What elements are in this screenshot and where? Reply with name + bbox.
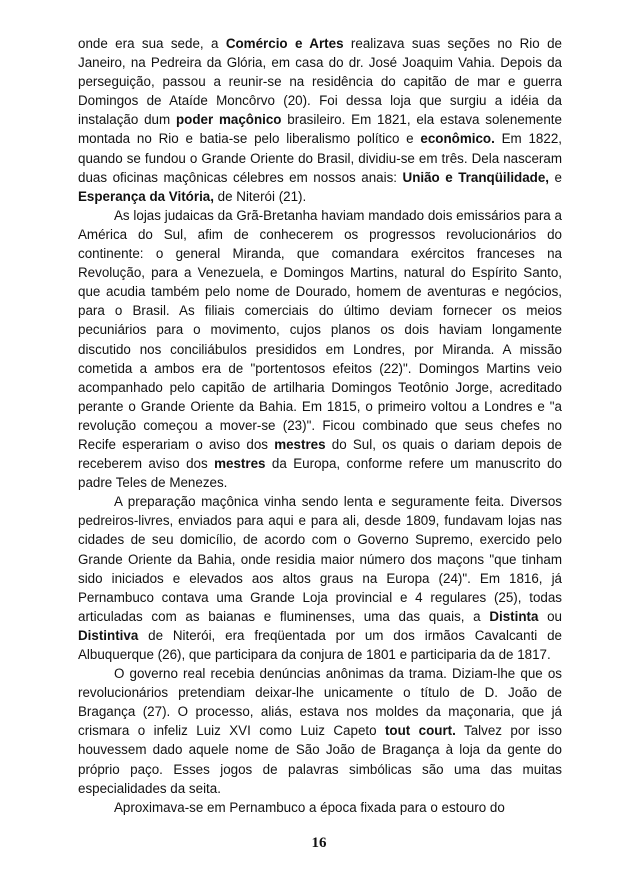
text-run: Talvez por isso houvessem dado aquele nome de São João de Bragança à loja da gente do próprio paço. Esses jogos de palavras simbólicas são uma das muitas especialidades da seita. (78, 723, 562, 796)
text-run: do Sul, os quais o dariam depois de receberem aviso dos (78, 436, 562, 472)
paragraph-5 (78, 798, 562, 817)
text-run: realizava suas seções no Rio de Janeiro, na Pedreira da Glória, em casa do dr. José Joaquim Vahia. Depois da perseguição, passou a reunir-se na residência do capitão de mar e guerra Domingos de Ataíde Moncôrvo (20). Foi dessa loja que surgiu a idéia da instalação dum (78, 36, 562, 128)
bold-text: Distintiva (78, 627, 139, 643)
text-run: As lojas judaicas da Grã-Bretanha haviam mandado dois emissários para a América do Sul, afim de conhecerem os progressos revolucionários do continente: o general Miranda, que comandara exércitos franceses na Revolução, para a Venezuela, e Domingos Martins, natural do Espírito Santo, que acudia também pelo nome de Dourado, homem de aventuras e negócios, para o Brasil. As filiais comerciais do último deviam fornecer os meios pecuniários para o movimento, cujos planos os dois haviam longamente discutido nos conciliábulos presididos em Londres, por Miranda. A missão cometida a ambos era de "portentosos efeitos (22)". Domingos Martins veio acompanhado pelo capitão de artilharia Domingos Teotônio Jorge, acreditado perante o Grande Oriente da Bahia. Em 1815, o primeiro voltou a Londres e "a revolução começou a mover-se (23)". Ficou combinado que seus chefes no Recife esperariam o aviso dos (78, 207, 562, 452)
text-run: onde era sua sede, a (78, 36, 226, 51)
bold-text: Distinta (489, 608, 539, 624)
text-run: brasileiro. Em 1821, ela estava solenemente montada no Rio e batia-se pelo liberalismo político e (78, 112, 562, 147)
text-run: ou (538, 608, 562, 624)
bold-text: poder maçônico (175, 112, 282, 128)
text-run: de Niterói, era freqüentada por um dos irmãos Cavalcanti de Albuquerque (26), que participara da conjura de 1801 e participaria da de 1817. (78, 627, 562, 662)
paragraph-4 (78, 664, 562, 798)
bold-text: União e Tranqüilidade, (402, 169, 550, 185)
bold-text: Comércio e Artes (225, 36, 344, 51)
page-body (78, 34, 562, 817)
text-run: de Niterói (21). (213, 188, 307, 204)
text-run: Em 1822, quando se fundou o Grande Oriente do Brasil, dividiu-se em três. Dela nasceram duas oficinas maçônicas célebres em nossos anais: (78, 131, 562, 185)
page-number: 16 (311, 835, 327, 851)
text-run: Aproximava-se em Pernambuco a época fixada para o estouro do (114, 799, 505, 815)
paragraph-1 (78, 34, 562, 206)
paragraph-3 (78, 492, 562, 664)
text-run: e (549, 169, 562, 185)
bold-text: tout court. (384, 723, 456, 739)
bold-text: mestres (214, 456, 266, 472)
bold-text: Esperança da Vitória, (78, 188, 214, 204)
bold-text: mestres (274, 436, 326, 452)
text-run: da Europa, conforme refere um manuscrito do padre Teles de Menezes. (78, 456, 563, 491)
bold-text: econômico. (420, 131, 495, 147)
paragraph-2 (78, 206, 562, 492)
text-run: A preparação maçônica vinha sendo lenta e seguramente feita. Diversos pedreiros-livres, enviados para aqui e para ali, desde 1809, fundavam lojas nas cidades de seu domicílio, de acordo com o Governo Supremo, exercido pelo Grande Oriente da Bahia, onde residia maior número dos maçons "que tinham sido iniciados e elevados aos altos graus na Europa (24)". Em 1816, já Pernambuco contava uma Grande Loja provincial e 4 regulares (25), todas articuladas com as baianas e fluminenses, uma das quais, a (78, 494, 562, 624)
text-run: O governo real recebia denúncias anônimas da trama. Diziam-lhe que os revolucionários pretendiam deixar-lhe unicamente o título de D. João de Bragança (27). O processo, aliás, estava nos moldes da maçonaria, que já crismara o infeliz Luiz XVI como Luiz Capeto (78, 666, 562, 739)
